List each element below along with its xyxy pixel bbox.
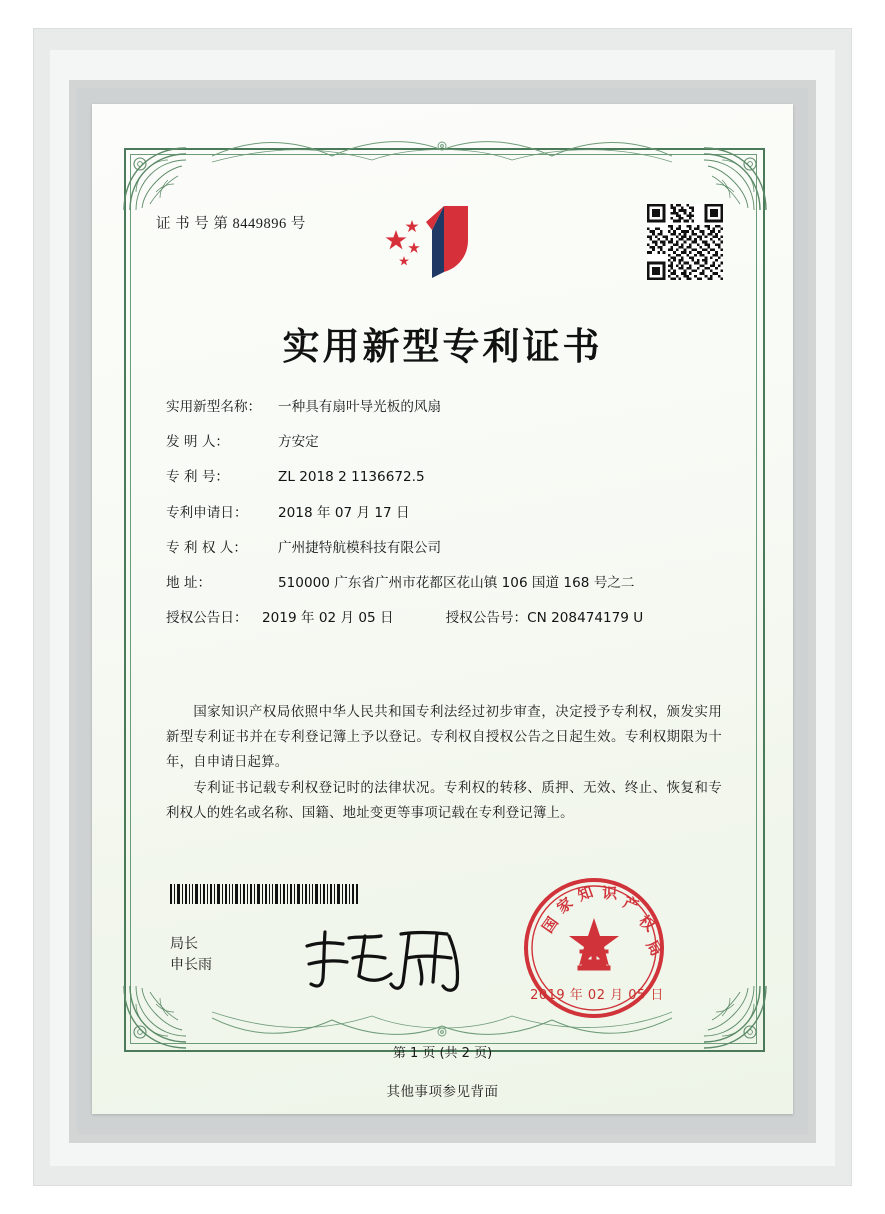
field-value-grant-date: 2019 年 02 月 05 日 [262,610,394,627]
field-row [166,505,726,523]
director-name: 申长雨 [170,957,212,973]
certificate-number: 证 书 号 第 8449896 号 [156,216,306,232]
field-row-grant [166,610,726,628]
field-label-application-date: 专利申请日： [166,504,248,521]
field-row [166,434,726,452]
svg-text:识: 识 [601,884,618,903]
page-title: 实用新型专利证书 [282,325,603,368]
svg-text:国: 国 [538,913,562,937]
legal-paragraph-1-text: 国家知识产权局依照中华人民共和国专利法经过初步审查，决定授予专利权，颁发实用新型专利证书并在专利登记簿上予以登记。专利权自授权公告之日起生效。专利权期限为十年，自申请日起算。 [166,705,722,770]
legal-paragraph-1 [166,700,722,775]
field-value-inventor: 方安定 [278,434,319,451]
barcode-icon [170,884,360,904]
field-row [166,540,726,558]
field-row [166,469,726,487]
svg-text:局: 局 [642,937,666,960]
field-label-patentee: 专 利 权 人： [166,539,247,556]
footnote: 其他事项参见背面 [386,1084,499,1100]
director-block [170,934,212,976]
svg-text:产: 产 [620,893,642,916]
svg-text:家: 家 [553,893,577,918]
field-label-grant-number: 授权公告号： [445,610,528,627]
field-value-application-date: 2018 年 07 月 17 日 [278,504,410,521]
svg-text:知: 知 [575,882,596,905]
legal-paragraph-2-text: 专利证书记载专利权登记时的法律状况。专利权的转移、质押、无效、终止、恢复和专利权人的姓名或名称、国籍、地址变更等事项记载在专利登记簿上。 [166,781,722,821]
director-title: 局长 [170,936,198,952]
field-value-grant-number: CN 208474179 U [527,610,644,627]
legal-paragraph-2 [166,776,722,826]
seal-date: 2019 年 02 月 05 日 [530,988,664,1003]
svg-text:权: 权 [635,911,659,936]
field-value-address: 510000 广东省广州市花都区花山镇 106 国道 168 号之二 [278,574,635,591]
field-label-address: 地 址： [166,574,212,591]
field-row [166,575,726,593]
page-indicator: 第 1 页 (共 2 页) [392,1046,493,1061]
field-value-invention-name: 一种具有扇叶导光板的风扇 [278,399,442,415]
field-list [166,399,726,645]
certificate-paper [92,104,793,1114]
certificate-content [92,104,793,1114]
qr-code-icon [647,204,723,280]
field-label-inventor: 发 明 人： [166,434,230,451]
patent-office-logo-icon [382,200,502,286]
field-value-patentee: 广州捷特航模科技有限公司 [278,539,442,556]
handwritten-signature-icon [297,924,487,996]
field-label-grant-date: 授权公告日： [166,610,248,627]
field-row [166,399,726,417]
field-label-patent-number: 专 利 号： [166,469,230,486]
field-value-patent-number: ZL 2018 2 1136672.5 [278,469,425,486]
field-label-invention-name: 实用新型名称： [166,399,262,415]
